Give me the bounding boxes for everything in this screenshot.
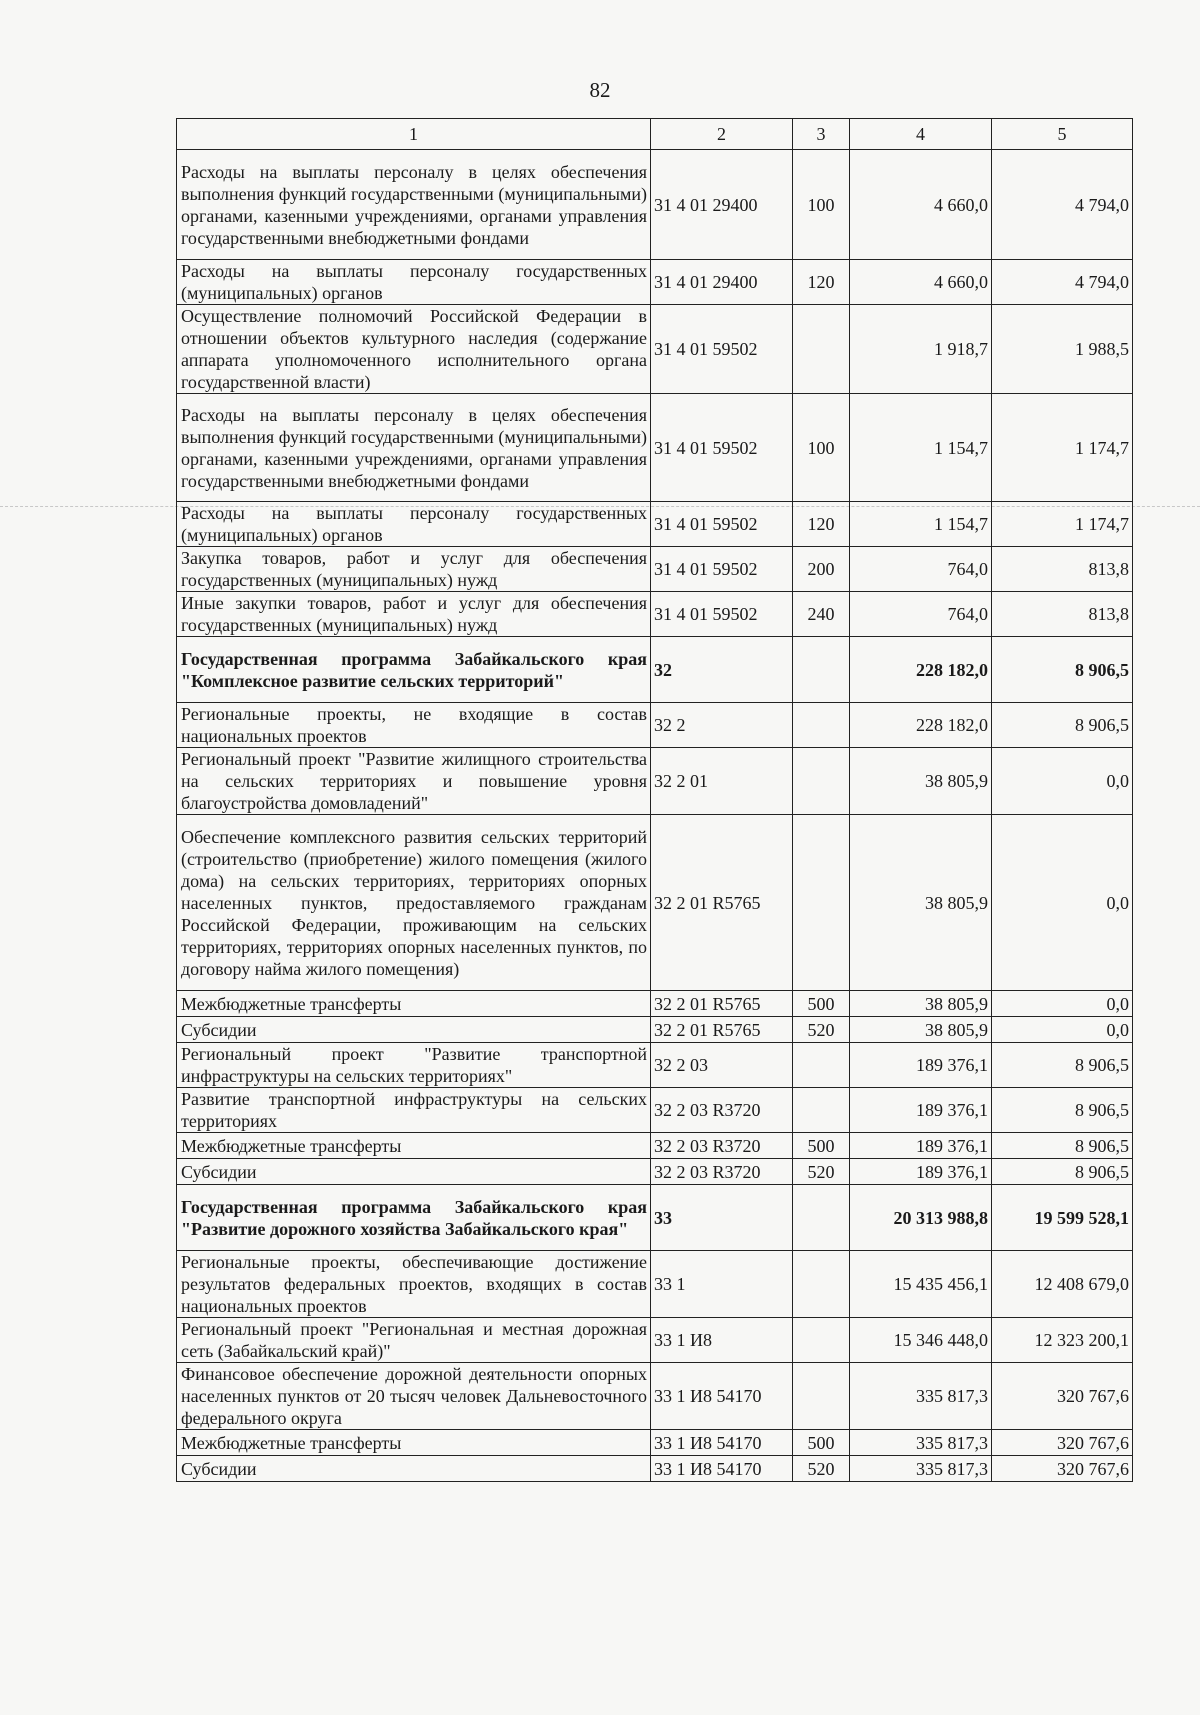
row-code: 31 4 01 59502: [651, 592, 793, 637]
row-value-year-1: 764,0: [850, 592, 992, 637]
table-row: [177, 1363, 1133, 1430]
row-name: Региональный проект "Развитие транспортной инфраструктуры на сельских территориях": [177, 1043, 651, 1088]
row-name: Расходы на выплаты персоналу в целях обеспечения выполнения функций государственными (муниципальными) органами, казенными учреждениями, органами управления государственными внебюджетными фондами: [177, 150, 651, 260]
row-value-year-2: 320 767,6: [992, 1456, 1133, 1482]
row-expense-type: 500: [793, 1133, 850, 1159]
header-col-5: 5: [992, 119, 1133, 150]
row-value-year-1: 335 817,3: [850, 1456, 992, 1482]
row-expense-type: [793, 1318, 850, 1363]
table-row: [177, 1043, 1133, 1088]
row-name: Субсидии: [177, 1159, 651, 1185]
row-name: Развитие транспортной инфраструктуры на сельских территориях: [177, 1088, 651, 1133]
row-value-year-2: 320 767,6: [992, 1363, 1133, 1430]
row-name: Расходы на выплаты персоналу в целях обеспечения выполнения функций государственными (муниципальными) органами, казенными учреждениями, органами управления государственными внебюджетными фондами: [177, 394, 651, 502]
row-value-year-1: 38 805,9: [850, 748, 992, 815]
row-value-year-2: 0,0: [992, 991, 1133, 1017]
page-number: 82: [589, 78, 611, 102]
row-code: 33: [651, 1185, 793, 1251]
row-value-year-2: 1 174,7: [992, 394, 1133, 502]
table-row: [177, 1318, 1133, 1363]
row-value-year-1: 189 376,1: [850, 1133, 992, 1159]
row-code: 33 1 И8 54170: [651, 1363, 793, 1430]
row-value-year-1: 189 376,1: [850, 1043, 992, 1088]
row-code: 32 2 01: [651, 748, 793, 815]
table-row: [177, 305, 1133, 394]
row-expense-type: 120: [793, 502, 850, 547]
row-value-year-1: 15 435 456,1: [850, 1251, 992, 1318]
row-name: Иные закупки товаров, работ и услуг для обеспечения государственных (муниципальных) нужд: [177, 592, 651, 637]
row-expense-type: [793, 1251, 850, 1318]
row-name: Обеспечение комплексного развития сельских территорий (строительство (приобретение) жилого помещения (жилого дома) на сельских территориях, территориях опорных населенных пунктов, предоставляемого гражданам Российской Федерации, проживающим на сельских территориях, территориях опорных населенных пунктов, по договору найма жилого помещения): [177, 815, 651, 991]
row-value-year-2: 0,0: [992, 815, 1133, 991]
row-expense-type: [793, 1185, 850, 1251]
row-value-year-1: 20 313 988,8: [850, 1185, 992, 1251]
row-name: Межбюджетные трансферты: [177, 1430, 651, 1456]
table-row: [177, 748, 1133, 815]
row-name: Субсидии: [177, 1017, 651, 1043]
table-row: [177, 991, 1133, 1017]
table-row: [177, 815, 1133, 991]
row-name: Расходы на выплаты персоналу государственных (муниципальных) органов: [177, 260, 651, 305]
row-expense-type: [793, 305, 850, 394]
row-expense-type: [793, 1088, 850, 1133]
row-value-year-2: 8 906,5: [992, 637, 1133, 703]
row-code: 32 2 03 R3720: [651, 1088, 793, 1133]
row-expense-type: 120: [793, 260, 850, 305]
row-code: 32 2 01 R5765: [651, 1017, 793, 1043]
row-name: Региональные проекты, не входящие в состав национальных проектов: [177, 703, 651, 748]
table-row: [177, 502, 1133, 547]
row-code: 31 4 01 29400: [651, 260, 793, 305]
row-expense-type: 200: [793, 547, 850, 592]
row-name: Региональный проект "Развитие жилищного строительства на сельских территориях и повышение уровня благоустройства домовладений": [177, 748, 651, 815]
row-expense-type: 520: [793, 1017, 850, 1043]
table-header-row: [177, 119, 1133, 150]
table-row: [177, 1088, 1133, 1133]
table-row: [177, 547, 1133, 592]
row-value-year-2: 12 408 679,0: [992, 1251, 1133, 1318]
row-value-year-2: 12 323 200,1: [992, 1318, 1133, 1363]
row-expense-type: 520: [793, 1456, 850, 1482]
table-row: [177, 703, 1133, 748]
row-value-year-2: 1 988,5: [992, 305, 1133, 394]
row-name: Региональный проект "Региональная и местная дорожная сеть (Забайкальский край)": [177, 1318, 651, 1363]
row-value-year-1: 4 660,0: [850, 260, 992, 305]
row-value-year-2: 8 906,5: [992, 703, 1133, 748]
row-expense-type: [793, 748, 850, 815]
row-code: 33 1 И8: [651, 1318, 793, 1363]
row-name: Расходы на выплаты персоналу государственных (муниципальных) органов: [177, 502, 651, 547]
table-row: [177, 592, 1133, 637]
row-expense-type: 500: [793, 991, 850, 1017]
table-row: [177, 1456, 1133, 1482]
table-row: [177, 1251, 1133, 1318]
row-code: 31 4 01 59502: [651, 547, 793, 592]
table-row: [177, 637, 1133, 703]
row-value-year-1: 764,0: [850, 547, 992, 592]
row-value-year-2: 8 906,5: [992, 1159, 1133, 1185]
row-value-year-1: 38 805,9: [850, 815, 992, 991]
row-value-year-2: 813,8: [992, 547, 1133, 592]
budget-table: [176, 118, 1133, 1482]
row-name: Финансовое обеспечение дорожной деятельности опорных населенных пунктов от 20 тысяч человек Дальневосточного федерального округа: [177, 1363, 651, 1430]
row-code: 33 1: [651, 1251, 793, 1318]
row-value-year-1: 335 817,3: [850, 1430, 992, 1456]
row-value-year-1: 15 346 448,0: [850, 1318, 992, 1363]
row-expense-type: [793, 1363, 850, 1430]
row-expense-type: 100: [793, 150, 850, 260]
header-col-4: 4: [850, 119, 992, 150]
row-code: 32 2 03 R3720: [651, 1133, 793, 1159]
row-value-year-2: 8 906,5: [992, 1088, 1133, 1133]
row-value-year-2: 320 767,6: [992, 1430, 1133, 1456]
row-expense-type: [793, 815, 850, 991]
row-expense-type: 520: [793, 1159, 850, 1185]
row-value-year-2: 0,0: [992, 1017, 1133, 1043]
row-name: Государственная программа Забайкальского края "Комплексное развитие сельских территорий": [177, 637, 651, 703]
row-code: 32 2 03 R3720: [651, 1159, 793, 1185]
row-value-year-2: 0,0: [992, 748, 1133, 815]
row-code: 32 2 03: [651, 1043, 793, 1088]
row-value-year-1: 228 182,0: [850, 637, 992, 703]
row-code: 31 4 01 59502: [651, 305, 793, 394]
row-code: 32 2 01 R5765: [651, 815, 793, 991]
row-name: Закупка товаров, работ и услуг для обеспечения государственных (муниципальных) нужд: [177, 547, 651, 592]
row-value-year-1: 38 805,9: [850, 1017, 992, 1043]
row-value-year-1: 1 918,7: [850, 305, 992, 394]
header-col-2: 2: [651, 119, 793, 150]
table-row: [177, 1159, 1133, 1185]
row-code: 31 4 01 59502: [651, 502, 793, 547]
table-row: [177, 1185, 1133, 1251]
row-name: Межбюджетные трансферты: [177, 991, 651, 1017]
row-expense-type: 240: [793, 592, 850, 637]
row-name: Государственная программа Забайкальского края "Развитие дорожного хозяйства Забайкальского края": [177, 1185, 651, 1251]
row-value-year-1: 1 154,7: [850, 502, 992, 547]
row-value-year-1: 38 805,9: [850, 991, 992, 1017]
table-row: [177, 150, 1133, 260]
row-code: 33 1 И8 54170: [651, 1430, 793, 1456]
table-row: [177, 1017, 1133, 1043]
row-value-year-2: 8 906,5: [992, 1133, 1133, 1159]
row-value-year-2: 813,8: [992, 592, 1133, 637]
row-expense-type: [793, 703, 850, 748]
header-col-3: 3: [793, 119, 850, 150]
row-code: 32 2: [651, 703, 793, 748]
row-value-year-1: 335 817,3: [850, 1363, 992, 1430]
row-value-year-2: 4 794,0: [992, 150, 1133, 260]
table-row: [177, 1430, 1133, 1456]
row-value-year-1: 189 376,1: [850, 1088, 992, 1133]
row-value-year-1: 4 660,0: [850, 150, 992, 260]
row-value-year-1: 228 182,0: [850, 703, 992, 748]
row-name: Субсидии: [177, 1456, 651, 1482]
header-col-1: 1: [177, 119, 651, 150]
row-expense-type: [793, 1043, 850, 1088]
table-row: [177, 1133, 1133, 1159]
row-value-year-1: 189 376,1: [850, 1159, 992, 1185]
row-expense-type: [793, 637, 850, 703]
row-code: 32 2 01 R5765: [651, 991, 793, 1017]
row-name: Региональные проекты, обеспечивающие достижение результатов федеральных проектов, входящих в состав национальных проектов: [177, 1251, 651, 1318]
row-value-year-2: 1 174,7: [992, 502, 1133, 547]
row-expense-type: 500: [793, 1430, 850, 1456]
table-row: [177, 260, 1133, 305]
row-value-year-2: 8 906,5: [992, 1043, 1133, 1088]
row-name: Межбюджетные трансферты: [177, 1133, 651, 1159]
row-code: 31 4 01 29400: [651, 150, 793, 260]
row-code: 31 4 01 59502: [651, 394, 793, 502]
row-name: Осуществление полномочий Российской Федерации в отношении объектов культурного наследия (содержание аппарата уполномоченного исполнительного органа государственной власти): [177, 305, 651, 394]
row-code: 33 1 И8 54170: [651, 1456, 793, 1482]
row-value-year-1: 1 154,7: [850, 394, 992, 502]
row-value-year-2: 4 794,0: [992, 260, 1133, 305]
table-row: [177, 394, 1133, 502]
row-expense-type: 100: [793, 394, 850, 502]
row-value-year-2: 19 599 528,1: [992, 1185, 1133, 1251]
row-code: 32: [651, 637, 793, 703]
